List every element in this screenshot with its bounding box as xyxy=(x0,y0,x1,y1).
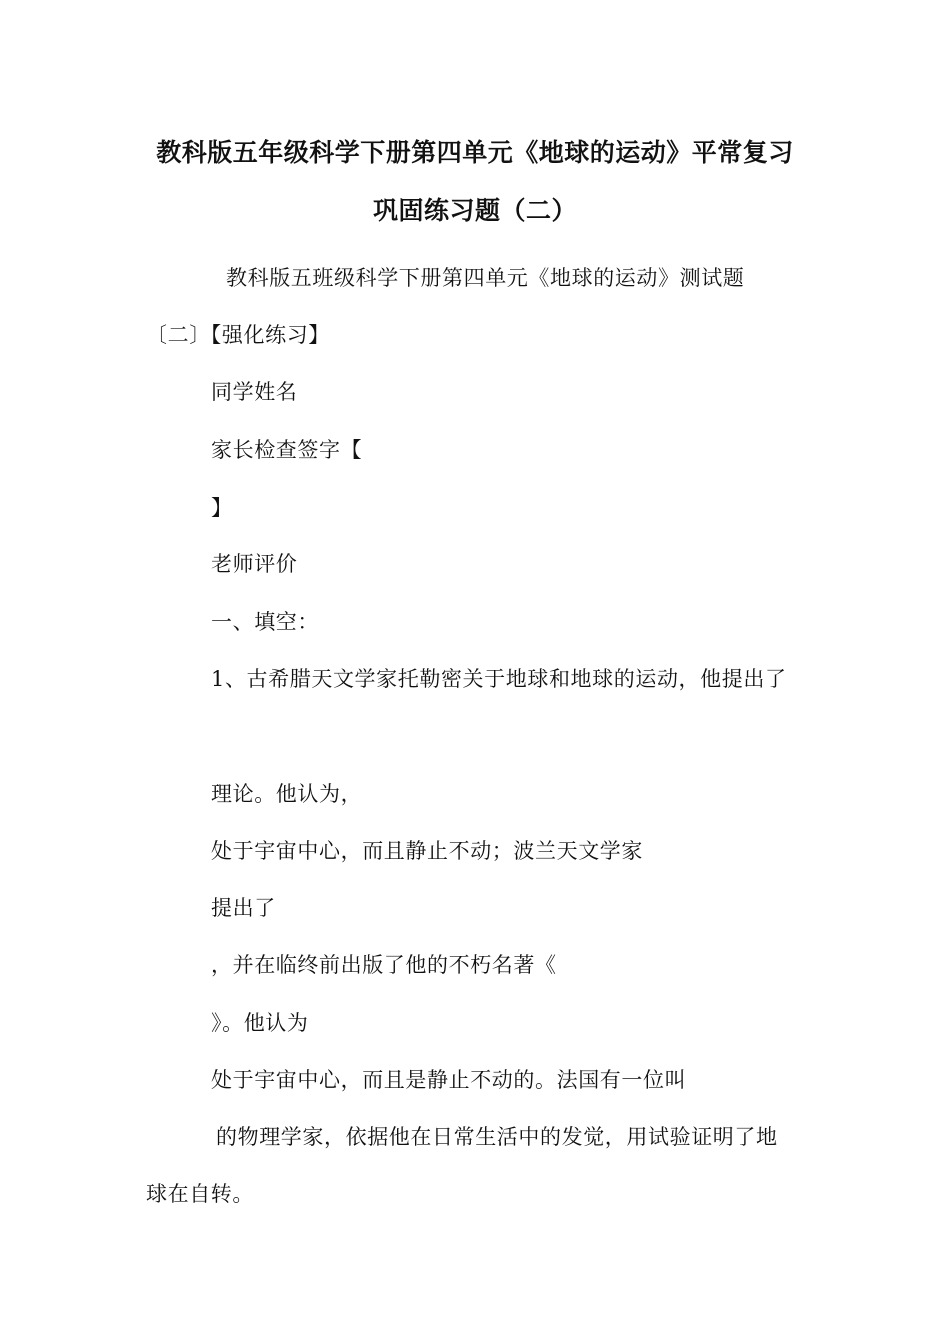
question-1-line-4: 提出了 xyxy=(211,896,276,920)
parent-sign-label: 家长检查签字【 xyxy=(211,438,363,462)
question-1-line-2: 理论。他认为， xyxy=(211,782,363,806)
subtitle-line-1: 教科版五班级科学下册第四单元《地球的运动》测试题 xyxy=(226,266,745,290)
question-1-line-5: ，并在临终前出版了他的不朽名著《 xyxy=(211,953,557,977)
student-name-label: 同学姓名 xyxy=(211,380,298,404)
question-1-line-8: 的物理学家，依据他在日常生活中的发觉，用试验证明了地 xyxy=(216,1125,778,1149)
document-title-line-1: 教科版五年级科学下册第四单元《地球的运动》平常复习 xyxy=(156,138,794,167)
subtitle-line-2: 〔二〕【强化练习】 xyxy=(146,323,330,347)
document-title-line-2: 巩固练习题（二） xyxy=(372,196,577,225)
section-heading-fill: 一、填空： xyxy=(211,610,319,634)
teacher-eval-label: 老师评价 xyxy=(211,552,298,576)
parent-sign-close: 】 xyxy=(211,496,233,520)
question-1-line-3: 处于宇宙中心，而且静止不动；波兰天文学家 xyxy=(211,839,643,863)
question-1-line-6: 》。他认为 xyxy=(211,1011,309,1035)
question-1-line-7: 处于宇宙中心，而且是静止不动的。法国有一位叫 xyxy=(211,1068,687,1092)
question-1-line-9: 球在自转。 xyxy=(146,1182,254,1206)
question-1-line-1: 1、古希腊天文学家托勒密关于地球和地球的运动，他提出了 xyxy=(211,667,787,691)
